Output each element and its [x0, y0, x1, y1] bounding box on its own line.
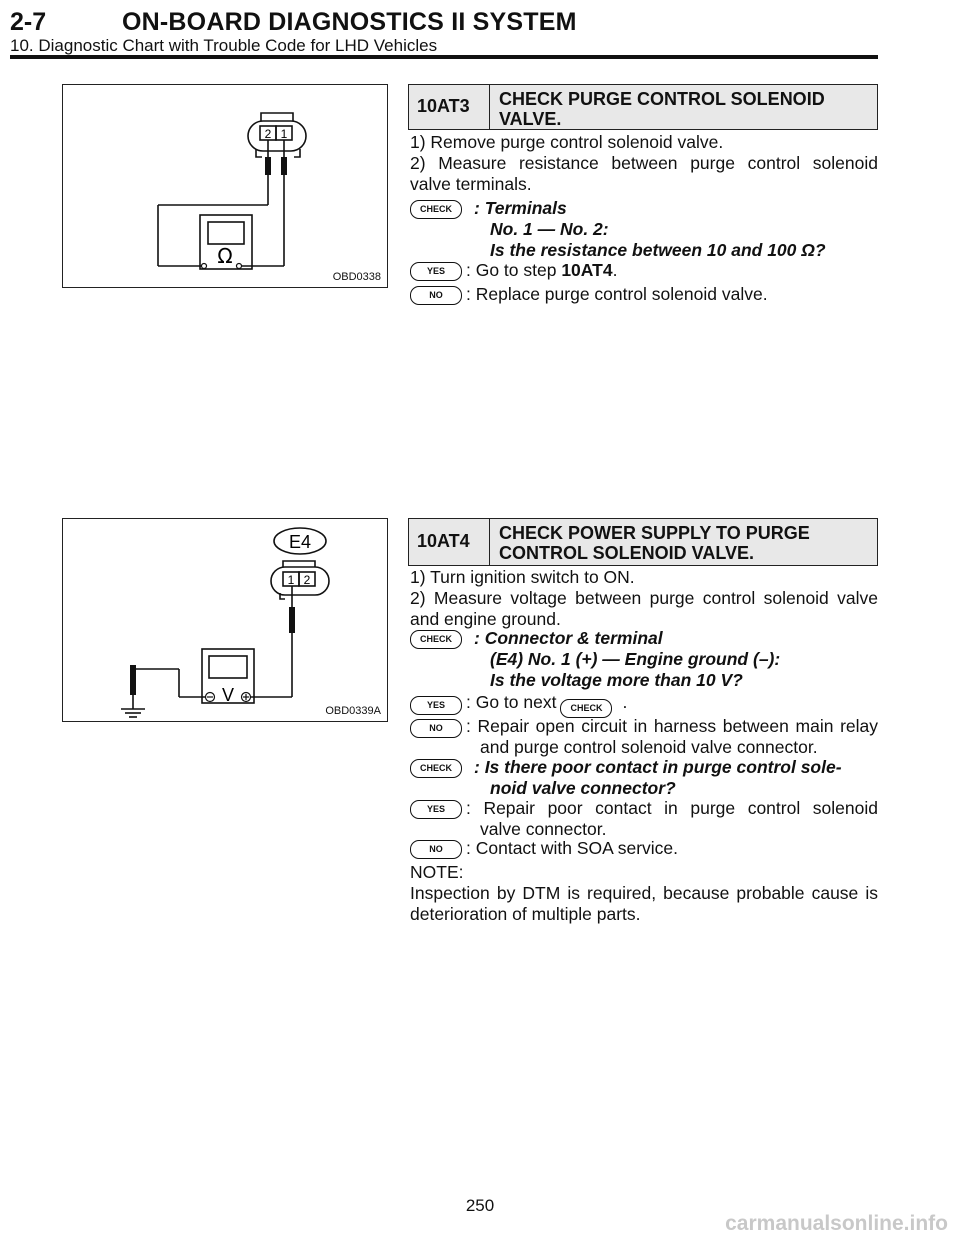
yes-badge: YES — [410, 800, 462, 819]
no-badge: NO — [410, 286, 462, 305]
instruction-line: 2) Measure resistance between purge control solenoid — [410, 153, 878, 173]
step-id: 10AT3 — [417, 96, 470, 116]
page-title: ON-BOARD DIAGNOSTICS II SYSTEM — [122, 8, 577, 36]
yes-badge: YES — [410, 696, 462, 715]
volt-symbol: V — [221, 685, 235, 705]
check-badge: CHECK — [410, 630, 462, 649]
check-text: : Terminals — [474, 198, 567, 218]
no-badge: NO — [410, 719, 462, 738]
figure-label: OBD0339A — [325, 705, 381, 717]
yes-result — [466, 692, 627, 715]
yes-text: . — [622, 692, 628, 712]
note-label: NOTE: — [410, 862, 464, 882]
figure-obd0339a — [62, 518, 388, 722]
pin-label: 1 — [287, 573, 295, 587]
connector-label: E4 — [288, 532, 312, 552]
pin-label: 1 — [280, 127, 288, 141]
instruction-line: and engine ground. — [410, 609, 561, 629]
check-question: noid valve connector? — [490, 778, 676, 798]
pin-label: 2 — [264, 127, 272, 141]
instruction-line: 1) Remove purge control solenoid valve. — [410, 132, 724, 152]
no-result: : Contact with SOA service. — [466, 838, 679, 858]
step-title — [499, 89, 825, 129]
step-title-line: VALVE. — [499, 109, 562, 129]
yes-result: : Repair poor contact in purge control solenoid — [466, 798, 878, 818]
no-result: : Repair open circuit in harness between main relay — [466, 716, 878, 736]
step-title — [499, 523, 810, 563]
figure-label: OBD0338 — [332, 271, 381, 283]
check-question: Is the resistance between 10 and 100 Ω? — [490, 240, 826, 260]
check-text: (E4) No. 1 (+) — Engine ground (–): — [490, 649, 781, 669]
no-result: and purge control solenoid valve connector. — [480, 737, 818, 757]
ohm-symbol: Ω — [217, 244, 233, 268]
step-id: 10AT4 — [417, 531, 470, 551]
yes-result: valve connector. — [480, 819, 607, 839]
figure-obd0338 — [62, 84, 388, 288]
step-header-10at3 — [408, 84, 878, 130]
yes-text: . — [612, 260, 618, 280]
no-result: : Replace purge control solenoid valve. — [466, 284, 768, 304]
step-header-10at4 — [408, 518, 878, 566]
check-badge: CHECK — [560, 699, 612, 718]
page-number: 250 — [465, 1196, 495, 1215]
watermark: carmanualsonline.info — [725, 1212, 948, 1235]
instruction-line: 2) Measure voltage between purge control solenoid valve — [410, 588, 878, 608]
check-question: Is the voltage more than 10 V? — [490, 670, 743, 690]
step-title-line: CHECK PURGE CONTROL SOLENOID — [499, 89, 825, 109]
section-number: 2-7 — [10, 8, 47, 36]
header-rule — [10, 55, 878, 59]
pin-label: 2 — [303, 573, 311, 587]
page-subtitle: 10. Diagnostic Chart with Trouble Code for LHD Vehicles — [10, 36, 438, 55]
step-separator — [489, 85, 490, 129]
note-text: deterioration of multiple parts. — [410, 904, 641, 924]
yes-text: : Go to step — [466, 260, 562, 280]
yes-badge: YES — [410, 262, 462, 281]
step-title-line: CHECK POWER SUPPLY TO PURGE — [499, 523, 810, 543]
no-badge: NO — [410, 840, 462, 859]
instruction-line: 1) Turn ignition switch to ON. — [410, 567, 635, 587]
note-text: Inspection by DTM is required, because probable cause is — [410, 883, 878, 903]
yes-result — [466, 260, 617, 281]
instruction-line: valve terminals. — [410, 174, 532, 194]
resistance-diagram — [63, 85, 387, 287]
step-reference: 10AT4 — [561, 260, 613, 280]
check-badge: CHECK — [410, 200, 462, 219]
step-title-line: CONTROL SOLENOID VALVE. — [499, 543, 755, 563]
check-text: No. 1 — No. 2: — [490, 219, 609, 239]
step-separator — [489, 519, 490, 565]
voltage-diagram — [63, 519, 387, 721]
yes-text: : Go to next — [466, 692, 557, 712]
check-badge: CHECK — [410, 759, 462, 778]
check-question: : Is there poor contact in purge control sole- — [474, 757, 842, 777]
check-text: : Connector & terminal — [474, 628, 663, 648]
